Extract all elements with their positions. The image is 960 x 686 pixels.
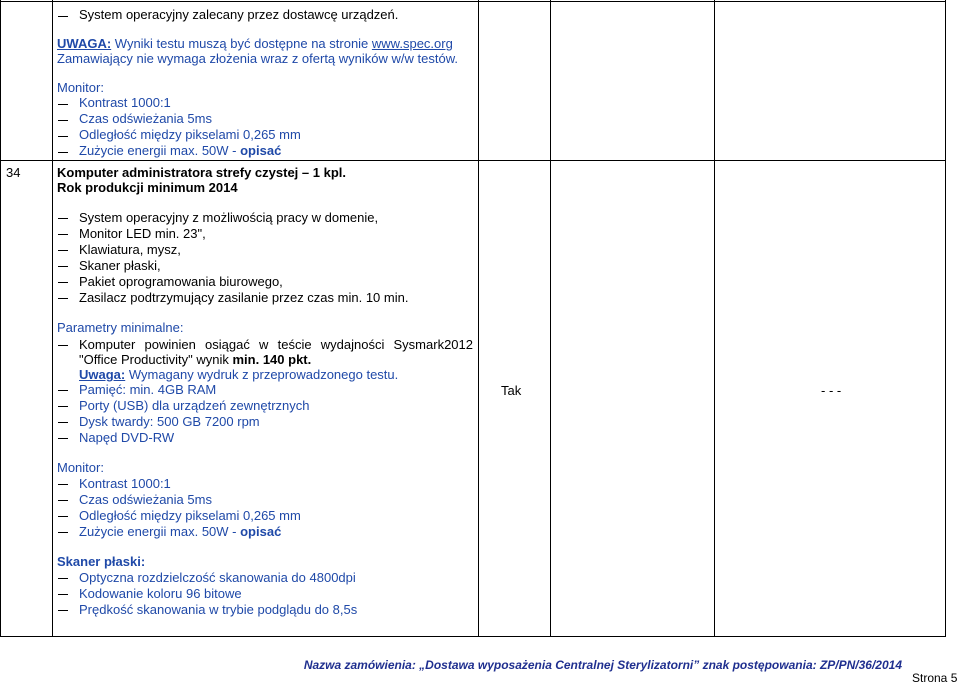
spec-link[interactable]: www.spec.org xyxy=(371,36,453,51)
dash-bullet xyxy=(58,282,68,283)
footer-order-name: Nazwa zamówienia: „Dostawa wyposażenia Centralnej Sterylizatorni” znak postępowania: ZP/PN/36/2014 xyxy=(303,658,902,672)
page-number: Strona 5 xyxy=(912,671,958,685)
dash-bullet xyxy=(58,16,68,17)
table-border-right xyxy=(945,0,946,636)
performance-uwaga-text: Wymagany wydruk z przeprowadzonego testu. xyxy=(125,367,399,382)
dash-bullet xyxy=(58,266,68,267)
dash-bullet xyxy=(58,594,68,595)
performance-uwaga-label: Uwaga: xyxy=(79,367,126,382)
monitor-heading: Monitor: xyxy=(57,80,104,95)
row-divider xyxy=(0,160,946,161)
dash-bullet xyxy=(58,578,68,579)
dashes-cell: - - - xyxy=(821,383,842,398)
scanner-item: Prędkość skanowania w trybie podglądu do 8,5s xyxy=(79,602,358,617)
uwaga-text: Wyniki testu muszą być dostępne na stronie xyxy=(111,36,372,51)
requirement-item: Pakiet oprogramowania biurowego, xyxy=(79,274,283,289)
dash-bullet xyxy=(58,136,68,137)
performance-uwaga-line xyxy=(79,367,398,383)
production-year: Rok produkcji minimum 2014 xyxy=(57,180,238,195)
dash-bullet xyxy=(58,516,68,517)
requirement-item: Zasilacz podtrzymujący zasilanie przez czas min. 10 min. xyxy=(79,290,409,305)
monitor-item: Czas odświeżania 5ms xyxy=(79,111,212,126)
dash-bullet xyxy=(58,484,68,485)
dash-bullet xyxy=(58,218,68,219)
dash-bullet xyxy=(58,345,68,346)
row-number: 34 xyxy=(6,165,21,180)
table-border-top xyxy=(0,1,946,2)
monitor-item: Odległość między pikselami 0,265 mm xyxy=(79,508,301,523)
requirement-item: Skaner płaski, xyxy=(79,258,161,273)
performance-line-2 xyxy=(79,352,311,368)
monitor-item: Kontrast 1000:1 xyxy=(79,476,171,491)
dash-bullet xyxy=(58,104,68,105)
monitor-item: Czas odświeżania 5ms xyxy=(79,492,212,507)
energy-line xyxy=(79,143,281,159)
requirement-item: Monitor LED min. 23", xyxy=(79,226,206,241)
requirement-item: System operacyjny z możliwością pracy w domenie, xyxy=(79,210,379,225)
ram-label: Pamięć: xyxy=(79,382,126,397)
hardware-item: Napęd DVD-RW xyxy=(79,430,175,445)
table-border-left xyxy=(0,0,1,636)
item-title: Komputer administratora strefy czystej – 1 kpl. xyxy=(57,165,346,180)
table-col-divider-1 xyxy=(52,0,53,636)
performance-line: Komputer powinien osiągać w teście wydajności Sysmark2012 xyxy=(79,337,473,352)
monitor-heading: Monitor: xyxy=(57,460,104,475)
scanner-heading: Skaner płaski: xyxy=(57,554,146,569)
scanner-item: Kodowanie koloru 96 bitowe xyxy=(79,586,242,601)
ram-line xyxy=(79,382,216,398)
dash-bullet xyxy=(58,152,68,153)
dash-bullet xyxy=(58,438,68,439)
performance-min-score: min. 140 pkt. xyxy=(232,352,312,367)
table-border-bottom xyxy=(0,636,946,637)
requirement-item: Klawiatura, mysz, xyxy=(79,242,181,257)
dash-bullet xyxy=(58,390,68,391)
energy-describe: opisać xyxy=(240,143,282,158)
monitor-item: Kontrast 1000:1 xyxy=(79,95,171,110)
energy-describe: opisać xyxy=(240,524,282,539)
hardware-item: Dysk twardy: 500 GB 7200 rpm xyxy=(79,414,260,429)
dash-bullet xyxy=(58,532,68,533)
dash-bullet xyxy=(58,298,68,299)
dash-bullet xyxy=(58,422,68,423)
ram-value: min. 4GB RAM xyxy=(125,382,217,397)
dash-bullet xyxy=(58,250,68,251)
dash-bullet xyxy=(58,500,68,501)
uwaga-label: UWAGA: xyxy=(57,36,112,51)
dash-bullet xyxy=(58,120,68,121)
energy-text: Zużycie energii max. 50W - xyxy=(79,143,241,158)
table-col-divider-3 xyxy=(550,0,551,636)
scanner-item: Optyczna rozdzielczość skanowania do 4800dpi xyxy=(79,570,356,585)
table-col-divider-2 xyxy=(478,0,479,636)
uwaga-line-2: Zamawiający nie wymaga złożenia wraz z ofertą wyników w/w testów. xyxy=(57,51,458,66)
dash-bullet xyxy=(58,406,68,407)
dash-bullet xyxy=(58,610,68,611)
energy-text: Zużycie energii max. 50W - xyxy=(79,524,241,539)
hardware-item: Porty (USB) dla urządzeń zewnętrznych xyxy=(79,398,310,413)
energy-line xyxy=(79,524,281,540)
os-recommended-text: System operacyjny zalecany przez dostawcę urządzeń. xyxy=(79,7,399,22)
uwaga-line xyxy=(57,36,453,52)
answer-cell: Tak xyxy=(501,383,522,398)
monitor-item: Odległość między pikselami 0,265 mm xyxy=(79,127,301,142)
dash-bullet xyxy=(58,234,68,235)
params-heading: Parametry minimalne: xyxy=(57,320,184,335)
performance-text: "Office Productivity" wynik xyxy=(79,352,233,367)
table-col-divider-4 xyxy=(714,0,715,636)
